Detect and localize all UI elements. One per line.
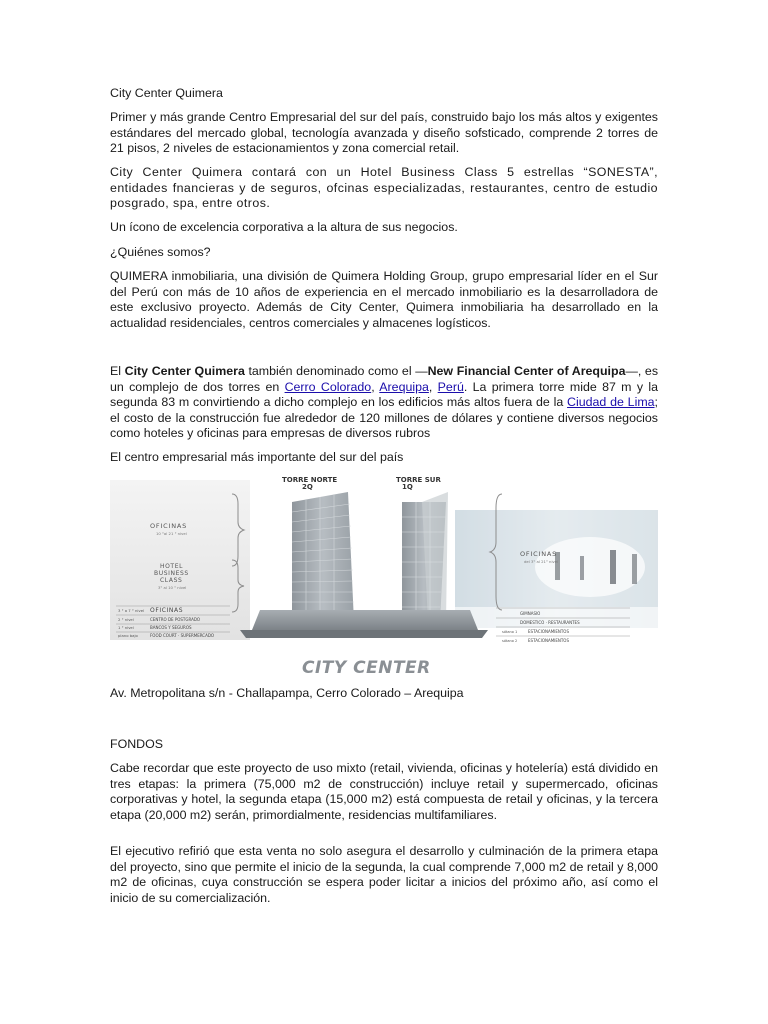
link-peru[interactable]: Perú — [437, 379, 464, 394]
level-row-2: 2 ° nivel — [118, 617, 134, 622]
label-torre-norte: TORRE NORTE — [282, 476, 338, 484]
podium-shadow — [240, 630, 488, 638]
text-segment: —, es un complejo de dos torres en — [110, 364, 659, 394]
label-estacionamientos-2: ESTACIONAMIENTOS — [528, 638, 569, 643]
link-arequipa[interactable]: Arequipa — [379, 379, 429, 394]
text-segment: ; el costo de la construcción fue alrededor de 120 millones de dólares y contiene diversos negocios como hoteles y oficinas para empresas de diversos rubros — [110, 395, 658, 441]
bold-city-center-quimera: City Center Quimera — [124, 364, 245, 378]
text-segment: , — [371, 379, 380, 394]
city-center-diagram — [110, 472, 658, 680]
paragraph-ejecutivo: El ejecutivo refirió que esta venta no solo asegura el desarrollo y culminación de la primera etapa del proyecto, sino que permite el inicio de la segunda, la cual comprende 7,000 m2 de retail y 8,000 m2 de oficinas, cuya construcción se espera poder licitar a inicios del próximo año, así como el inicio de su comercialización. — [110, 844, 658, 905]
link-cerro-colorado[interactable]: Cerro Colorado — [284, 379, 372, 394]
paragraph-icon: Un ícono de excelencia corporativa a la altura de sus negocios. — [110, 220, 458, 234]
label-oficinas-right: OFICINAS — [520, 550, 558, 558]
city-center-logo: CITY CENTER — [302, 658, 431, 678]
text-segment: El — [110, 364, 125, 378]
section-heading-fondos: FONDOS — [110, 737, 164, 751]
label-row-3: BANCOS Y SEGUROS — [150, 625, 192, 630]
label-estacionamientos-1: ESTACIONAMIENTOS — [528, 629, 569, 634]
level-row-4: plano bajo — [118, 633, 138, 638]
level-sotano-1: sótano 1 — [502, 630, 518, 634]
paragraph-hotel: City Center Quimera contará con un Hotel Business Class 5 estrellas “SONESTA”, entidades fnancieras y de seguros, ofcinas especializadas, restaurantes, centro de estudio posgrado, spa, entre otros. — [110, 165, 658, 211]
label-row-2: CENTRO DE POSTGRADO — [150, 617, 201, 622]
label-row-4: FOOD COURT · SUPERMERCADO — [150, 633, 215, 638]
link-ciudad-de-lima[interactable]: Ciudad de Lima — [567, 395, 655, 410]
text-segment: también denominado como el — — [244, 364, 428, 378]
city-center-illustration — [110, 472, 658, 680]
label-oficinas-upper: OFICINAS — [150, 522, 188, 530]
text-segment: , — [428, 379, 438, 394]
paragraph-quimera: QUIMERA inmobiliaria, una división de Quimera Holding Group, grupo empresarial líder en el Sur del Perú con más de 10 años de experiencia en el mercado inmobiliario es la desarrolladora de este exclusivo proyecto. Además de City Center, Quimera inmobiliaria ha desarrollado en la actualidad residenciales, centros comerciales y almacenes logísticos. — [110, 269, 658, 330]
text-segment: . La primera torre mide 87 m y la segunda 83 m convirtiendo a dicho complejo en los edificios más altos fuera de la — [110, 379, 659, 410]
label-hotel-sub: 3° al 10 ° nivel — [158, 585, 187, 590]
label-oficinas-right-sub: del 3° al 21° nivel — [524, 559, 559, 564]
label-row-1: OFICINAS — [150, 607, 184, 614]
label-hotel: HOTEL — [160, 563, 184, 570]
tower-south — [402, 492, 448, 622]
label-class: CLASS — [160, 577, 183, 584]
label-domestico: DOMESTICO · RESTAURANTES — [520, 620, 580, 625]
level-sotano-2: sótano 2 — [502, 639, 518, 643]
label-oficinas-upper-sub: 10 °al 21 ° nivel — [156, 531, 187, 536]
level-row-3: 1 ° nivel — [118, 625, 134, 630]
label-torre-sur: TORRE SUR — [396, 476, 441, 484]
label-gimnasio: GIMNASIO — [520, 611, 541, 616]
paragraph-intro: Primer y más grande Centro Empresarial del sur del país, construido bajo los más altos y exigentes estándares del mercado global, tecnología avanzada y diseño sofsticado, comprende 2 torres de 21 pisos, 2 niveles de estacionamientos y zona comercial retail. — [110, 110, 658, 156]
paragraph-financial-center — [110, 364, 658, 442]
paragraph-address: Av. Metropolitana s/n - Challapampa, Cerro Colorado – Arequipa — [110, 686, 464, 700]
label-business: BUSINESS — [154, 570, 189, 577]
label-torre-norte-code: 2Q — [302, 483, 313, 491]
level-row-1: 3 ° a 7 ° nivel — [118, 608, 145, 613]
paragraph-etapas: Cabe recordar que este proyecto de uso mixto (retail, vivienda, oficinas y hotelería) está dividido en tres etapas: la primera (75,000 m2 de construcción) incluye retail y supermercado, oficinas corporativas y hotel, la segunda etapa (15,000 m2) está compuesta de retail y oficinas, y la tercera etapa (20,000 m2) serán, primordialmente, residencias multifamiliares. — [110, 761, 658, 822]
bold-new-financial-center: New Financial Center of Arequipa — [427, 364, 626, 378]
podium — [252, 610, 478, 630]
label-torre-sur-code: 1Q — [402, 483, 413, 491]
doc-heading: City Center Quimera — [110, 86, 223, 100]
paragraph-quienes-somos: ¿Quiénes somos? — [110, 245, 211, 259]
tower-north — [292, 492, 354, 622]
paragraph-figure-caption: El centro empresarial más importante del sur del país — [110, 450, 404, 464]
